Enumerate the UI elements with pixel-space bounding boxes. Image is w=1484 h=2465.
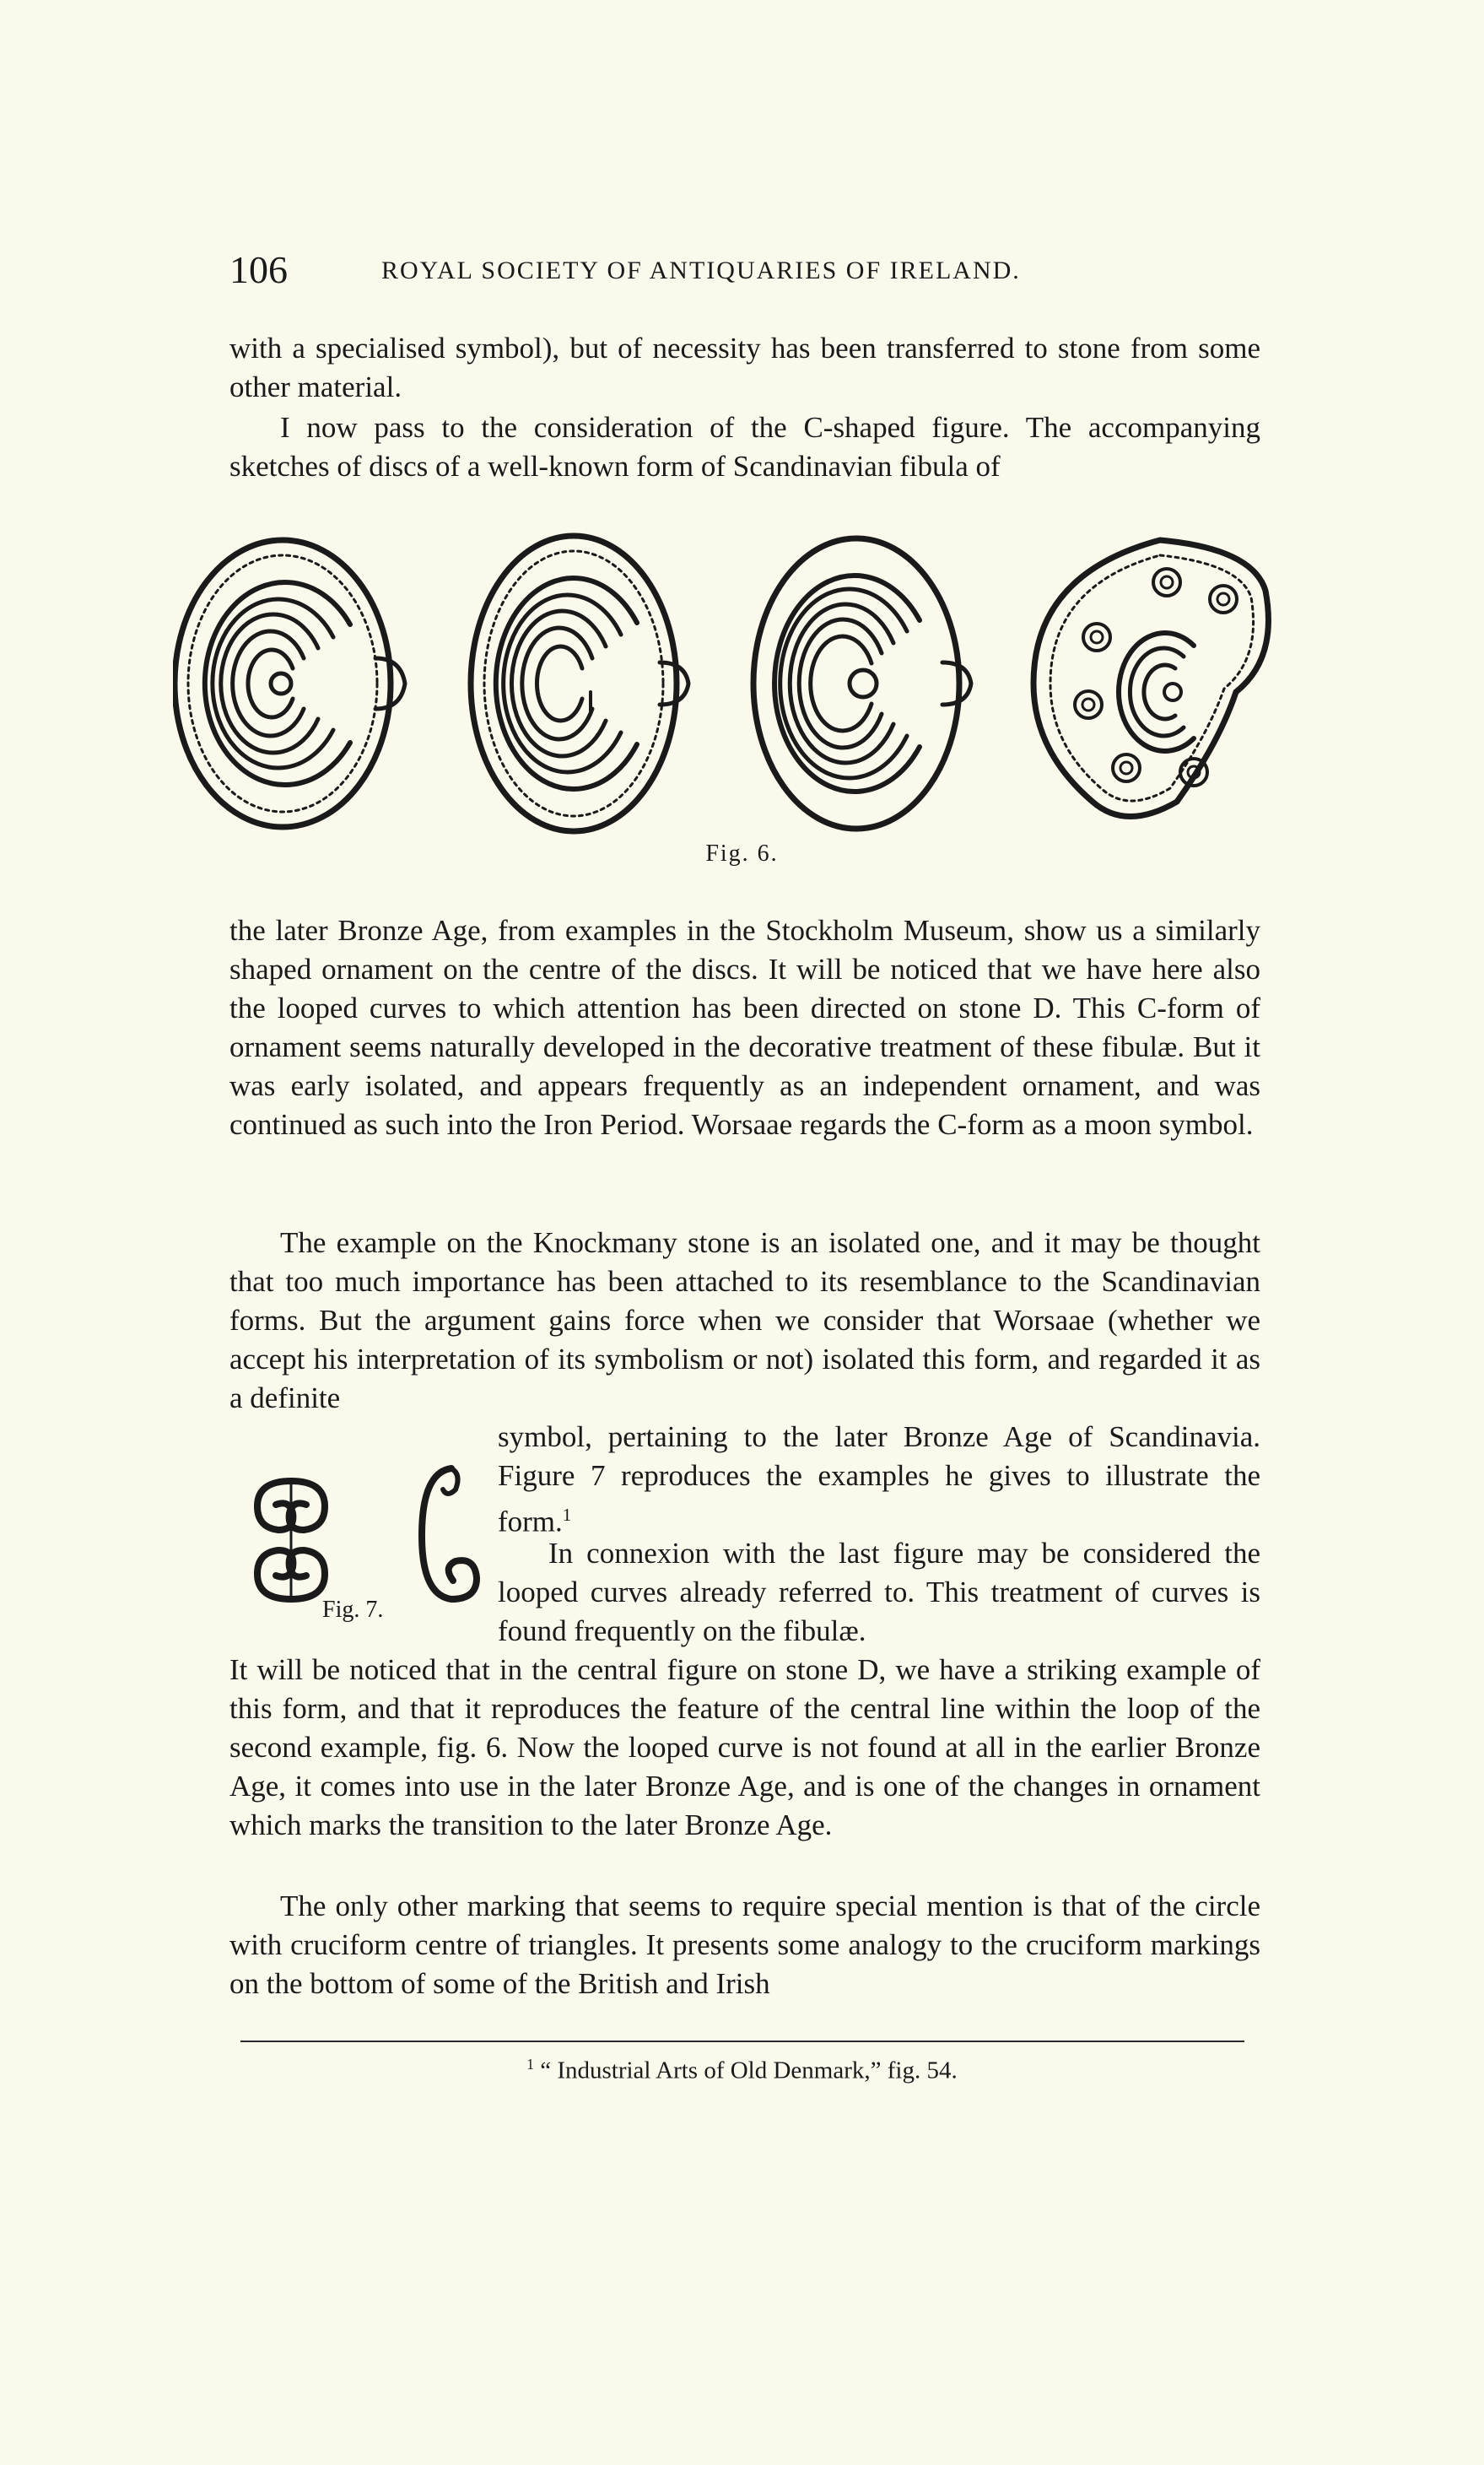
paragraph-cruciform: The only other marking that seems to require special mention is that of the circle with cruciform centre of triangles. It presents some analogy to the cruciform markings on the bottom of some of the British and Irish [229,1889,1260,2000]
paragraph-looped-curve: It will be noticed that in the central figure on stone D, we have a striking example of this form, and that it reproduces the feature of the central line within the loop of the second example, fig. 6. Now the looped curve is not found at all in the earlier Bronze Age, it comes into use in the later Bronze Age, and is one of the changes in ornament which marks the transition to the later Bronze Age. [229,1653,1260,1841]
page-number: 106 [229,248,288,291]
symbol-wrap-text: symbol, pertaining to the later Bronze Age of Scandinavia. Figure 7 reproduces the examples he gives to illustrate the form. [498,1420,1260,1538]
fibula-disc-1 [175,540,405,827]
running-title: ROYAL SOCIETY OF ANTIQUARIES OF IRELAND. [381,257,1021,284]
paragraph-symbol-wrap [498,1418,1260,1542]
page-header [229,245,1267,295]
footnote [0,2056,1484,2085]
footnote-marker: 1 [526,2056,534,2073]
footnote-reference: 1 [562,1505,572,1525]
fibula-disc-4 [1033,540,1268,817]
paragraph-continuation: with a specialised symbol), but of necessity has been transferred to stone from some other material. [229,332,1260,403]
fibula-disc-3 [753,538,971,829]
fibula-disc-2 [471,536,688,831]
paragraph-connexion-wrap: In connexion with the last figure may be considered the looped curves already referred to. This treatment of curves is found frequently on the fibulæ. [498,1537,1260,1647]
paragraph-bronze-age: the later Bronze Age, from examples in the Stockholm Museum, show us a similarly shaped ornament on the centre of the discs. It will be noticed that we have here also the looped curves to which attention has been directed on stone D. This C-form of ornament seems naturally developed in the decorative treatment of these fibulæ. But it was early isolated, and appears frequently as an independent ornament, and was continued as such into the Iron Period. Worsaae regards the C-form as a moon symbol. [229,914,1260,1141]
footnote-text: “ Industrial Arts of Old Denmark,” fig. 54. [540,2057,958,2084]
figure-6-caption: Fig. 6. [705,841,779,867]
paragraph-knockmany: The example on the Knockmany stone is an isolated one, and it may be thought that too much importance has been attached to its resemblance to the Scandinavian forms. But the argument gains force when we consider that Worsaae (whether we accept his interpretation of its symbolism or not) isolated this form, and regarded it as a definite [229,1226,1260,1414]
paragraph-c-shaped-intro: I now pass to the consideration of the C-shaped figure. The accompanying sketches of discs of a well-known form of Scandinavian fibula of [229,411,1260,483]
figure-7-caption: Fig. 7. [322,1597,384,1623]
figure-6-fibula-discs [173,523,1295,852]
double-c-symbol [257,1481,325,1599]
footnote-divider [240,2041,1244,2042]
single-c-symbol [422,1468,477,1599]
